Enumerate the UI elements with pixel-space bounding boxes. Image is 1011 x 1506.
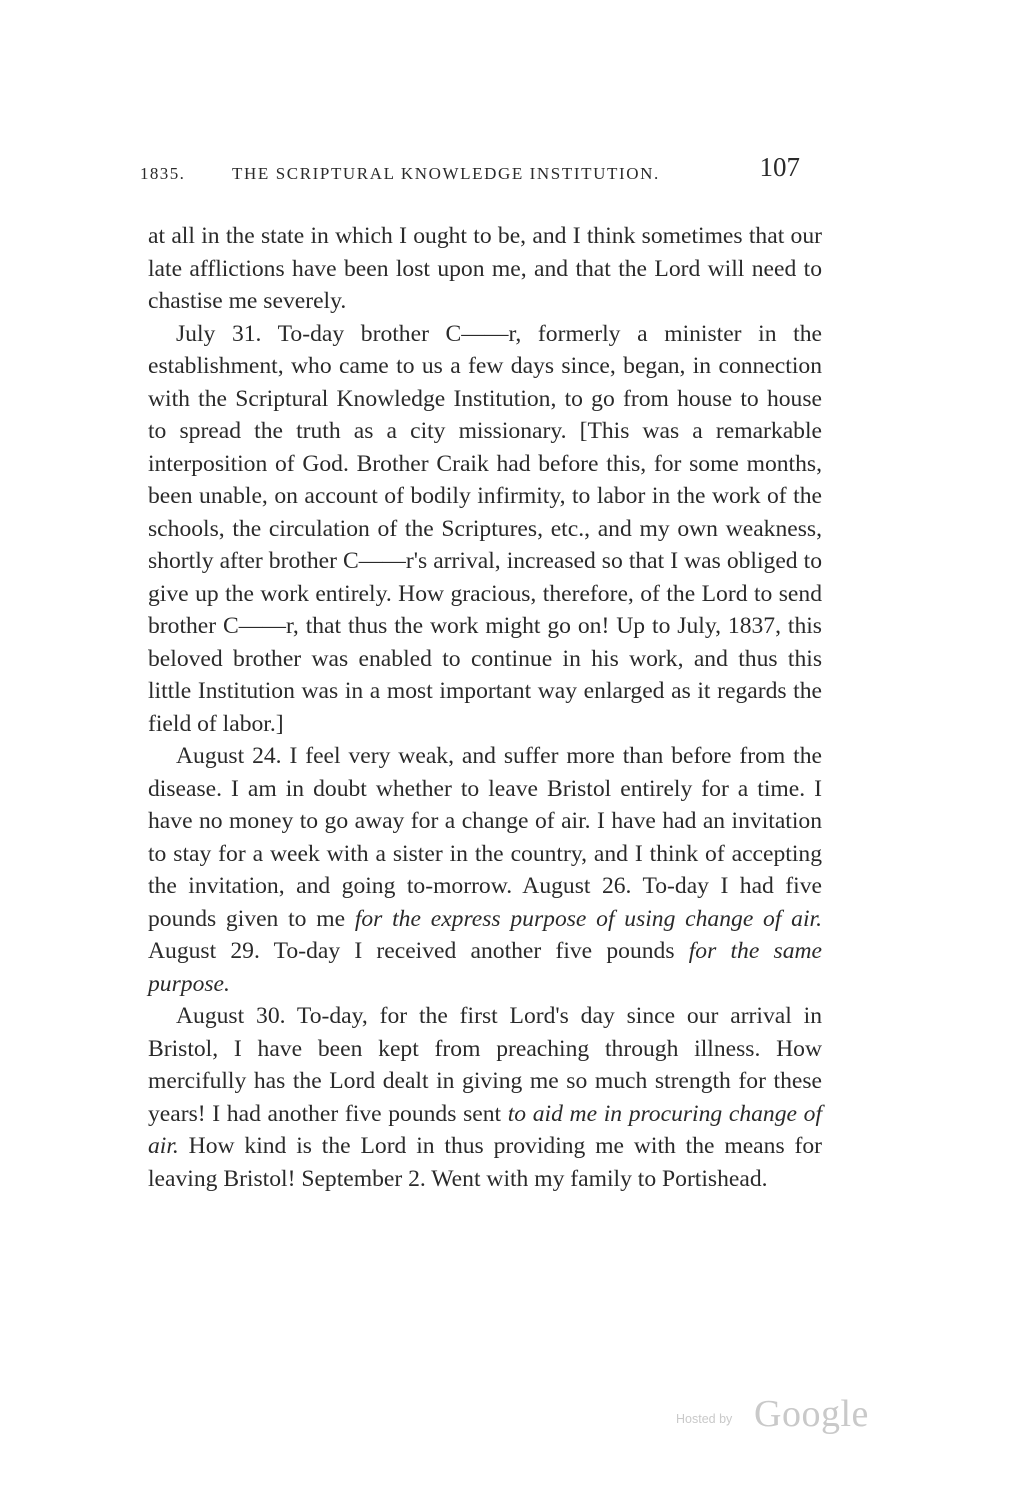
header-title: THE SCRIPTURAL KNOWLEDGE INSTITUTION.: [232, 164, 660, 183]
italic-segment: for the express purpose of using change of air.: [354, 905, 822, 932]
page-number: 107: [759, 152, 800, 182]
hosted-by-google-watermark: [676, 1392, 886, 1436]
paragraph-august-30: [148, 1000, 822, 1195]
body-text: [148, 220, 822, 1195]
text-segment: August 29. To-day I received another five pounds: [148, 938, 689, 964]
watermark-prefix: Hosted by: [676, 1412, 733, 1426]
header-year: 1835.: [140, 164, 186, 183]
paragraph-july-31: July 31. To-day brother C——r, formerly a minister in the establishment, who came to us a few days since, began, in connection with the Scriptural Knowledge Institution, to go from house to house to spread the truth as a city missionary. [This was a remarkable interposition of God. Brother Craik had before this, for some months, been unable, on account of bodily infirmity, to labor in the work of the schools, the circulation of the Scriptures, etc., and my own weakness, shortly after brother C——r's arrival, increased so that I was obliged to give up the work entirely. How gracious, therefore, of the Lord to send brother C——r, that thus the work might go on! Up to July, 1837, this beloved brother was enabled to continue in his work, and thus this little Institution was in a most important way enlarged as it regards the field of labor.]: [148, 320, 822, 737]
paragraph-august-24: [148, 740, 822, 1000]
text-segment: August 30. To-day, for the first Lord's day since our arrival in Bristol, I have been kept from preaching through illness. How mercifully has the Lord dealt in giving me so much strength for these years! I had another five pounds sent: [148, 1003, 822, 1127]
italic-segment: to aid me in procuring change of air.: [148, 1100, 822, 1159]
text-segment: August 24. I feel very weak, and suffer more than before from the disease. I am in doubt whether to leave Bristol entirely for a time. I have no money to go away for a change of air. I have had an invitation to stay for a week with a sister in the country, and I think of accepting the invitation, and going to-morrow. August 26. To-day I had five pounds given to me: [148, 743, 822, 932]
italic-segment: for the same purpose.: [148, 938, 822, 997]
google-logo: Google: [754, 1393, 869, 1435]
text-segment: How kind is the Lord in thus providing me with the means for leaving Bristol! September 2. Went with my family to Portishead.: [148, 1133, 822, 1192]
running-header: [140, 152, 820, 192]
paragraph-continuation: at all in the state in which I ought to be, and I think sometimes that our late afflictions have been lost upon me, and that the Lord will need to chastise me severely.: [148, 223, 822, 314]
